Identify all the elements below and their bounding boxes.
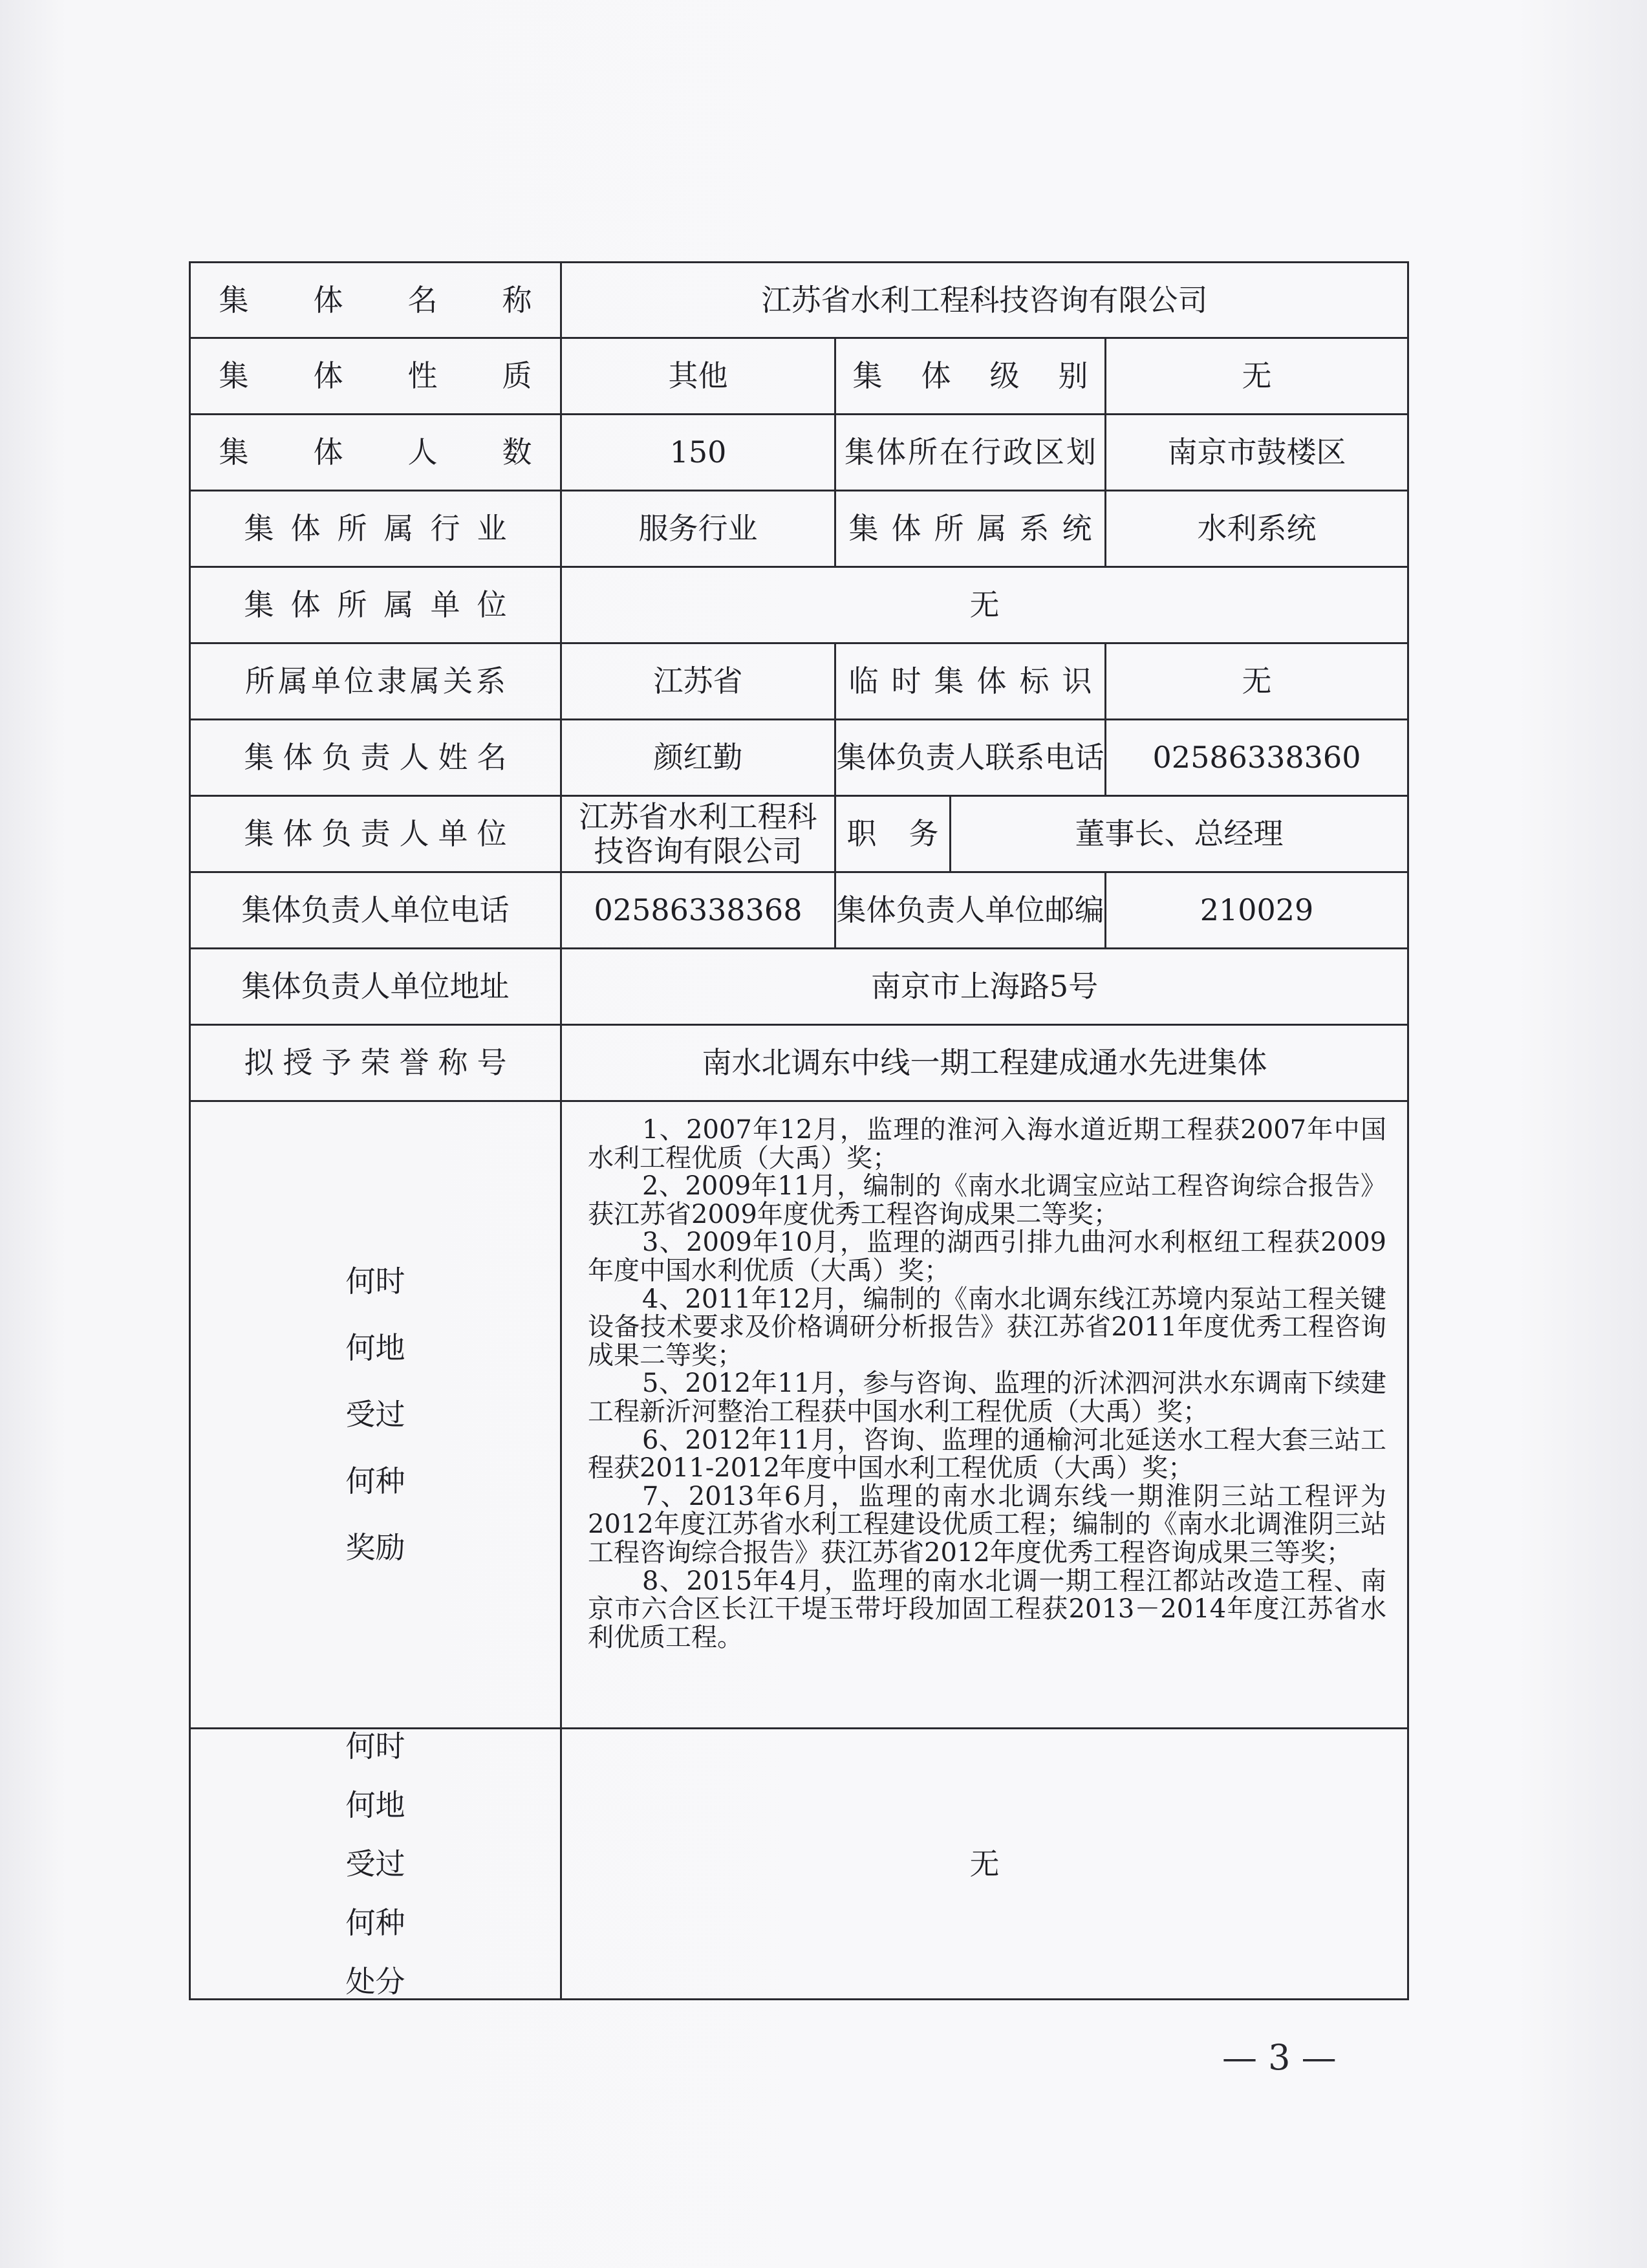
collective-name-value: 江苏省水利工程科技咨询有限公司 (561, 263, 1408, 338)
award-item: 8、2015年4月，监理的南水北调一期工程江都站改造工程、南京市六合区长江干堤玉带圩段加固工程获2013－2014年度江苏省水利优质工程。 (588, 1566, 1386, 1652)
nature-label: 集体性质 (219, 358, 597, 394)
award-item: 7、2013年6月，监理的南水北调东线一期淮阴三站工程评为2012年度江苏省水利工程建设优质工程；编制的《南水北调淮阴三站工程咨询综合报告》获江苏省2012年度优秀工程咨询成果三等奖； (588, 1481, 1386, 1568)
penalty-label-line: 何时 (345, 1729, 405, 1764)
headcount-label-cell (190, 415, 597, 491)
district-value: 南京市鼓楼区 (1106, 415, 1408, 491)
leader-phone-label-cell (835, 720, 1106, 796)
district-label-cell (835, 415, 1106, 491)
system-label: 集体所属系统 (848, 511, 1105, 546)
awards-label-line: 何时 (345, 1264, 405, 1299)
unit-address-value: 南京市上海路5号 (561, 949, 1408, 1025)
award-item: 5、2012年11月，参与咨询、监理的沂沭泗河洪水东调南下续建工程新沂河整治工程获中国水利工程优质（大禹）奖； (588, 1368, 1386, 1427)
leader-unit-label: 集体负责人单位 (244, 816, 516, 852)
affiliation-label: 所属单位隶属关系 (245, 664, 509, 699)
page-number: — 3 — (1222, 2037, 1337, 2078)
penalty-label-line: 何种 (345, 1905, 405, 1940)
row-honor (190, 1025, 1408, 1101)
leader-name-label: 集体负责人姓名 (244, 740, 516, 775)
headcount-value: 150 (561, 415, 835, 491)
system-value: 水利系统 (1106, 491, 1408, 567)
honor-label: 拟授予荣誉称号 (244, 1045, 516, 1081)
awards-label-line: 何种 (345, 1463, 405, 1498)
level-value: 无 (1106, 338, 1408, 415)
award-item: 4、2011年12月，编制的《南水北调东线江苏境内泵站工程关键设备技术要求及价格调研分析报告》获江苏省2011年度优秀工程咨询成果二等奖； (588, 1284, 1386, 1370)
unit-address-label: 集体负责人单位地址 (241, 969, 510, 1004)
award-item: 3、2009年10月，监理的湖西引排九曲河水利枢纽工程获2009年度中国水利优质（大禹）奖； (588, 1227, 1386, 1286)
position-label-cell (835, 796, 971, 872)
honor-value: 南水北调东中线一期工程建成通水先进集体 (561, 1025, 1408, 1101)
awards-label-line: 受过 (345, 1397, 405, 1432)
row-awards (190, 1101, 1408, 1729)
parent-unit-value: 无 (561, 567, 1408, 643)
leader-name-label-cell (190, 720, 561, 796)
collective-name-label: 集体名称 (219, 282, 597, 318)
leader-name-value: 颜红勤 (561, 720, 835, 796)
affiliation-label-cell (190, 643, 561, 720)
temp-flag-label: 临时集体标识 (848, 664, 1105, 699)
awards-label (191, 1264, 560, 1564)
awards-list (561, 1101, 1408, 1729)
row-affiliation (190, 643, 1408, 720)
penalty-label-line: 处分 (345, 1963, 405, 1999)
leader-unit-label-cell (190, 796, 561, 872)
position-value: 董事长、总经理 (951, 796, 1408, 872)
penalty-label-cell (190, 1729, 561, 2000)
industry-label-cell (190, 491, 561, 567)
awards-label-cell (190, 1101, 561, 1729)
penalty-label-line: 受过 (345, 1846, 405, 1881)
parent-unit-label: 集体所属单位 (244, 587, 524, 623)
unit-postcode-value: 210029 (1106, 872, 1408, 949)
awards-label-line: 奖励 (345, 1529, 405, 1565)
award-item: 2、2009年11月，编制的《南水北调宝应站工程咨询综合报告》获江苏省2009年度优秀工程咨询成果二等奖； (588, 1171, 1386, 1229)
leader-phone-label: 集体负责人联系电话 (836, 740, 1104, 775)
penalty-label-line: 何地 (345, 1787, 405, 1822)
row-industry (190, 491, 1408, 567)
system-label-cell (835, 491, 1106, 567)
collective-info-form (189, 261, 1409, 2000)
row-unit-phone (190, 872, 1408, 949)
position-label: 职务 (846, 816, 971, 852)
temp-flag-value: 无 (1106, 643, 1408, 720)
penalty-label (191, 1729, 560, 1998)
unit-phone-label: 集体负责人单位电话 (241, 892, 510, 928)
unit-postcode-label: 集体负责人单位邮编 (836, 892, 1104, 928)
row-leader-unit (190, 796, 1408, 872)
row-penalty (190, 1729, 1408, 2000)
leader-unit-value: 江苏省水利工程科技咨询有限公司 (561, 796, 835, 872)
collective-name-label-cell (190, 263, 597, 338)
industry-label: 集体所属行业 (244, 511, 524, 546)
row-headcount (190, 415, 1408, 491)
level-label: 集体级别 (852, 358, 1127, 394)
nature-label-cell (190, 338, 597, 415)
row-parent-unit (190, 567, 1408, 643)
honor-label-cell (190, 1025, 561, 1101)
headcount-label: 集体人数 (219, 435, 597, 470)
row-leader-name (190, 720, 1408, 796)
nature-value: 其他 (561, 338, 835, 415)
unit-phone-label-cell (190, 872, 561, 949)
award-item: 1、2007年12月，监理的淮河入海水道近期工程获2007年中国水利工程优质（大禹）奖； (588, 1115, 1386, 1173)
level-label-cell (835, 338, 1127, 415)
temp-flag-label-cell (835, 643, 1106, 720)
unit-phone-value: 02586338368 (561, 872, 835, 949)
leader-phone-value: 02586338360 (1106, 720, 1408, 796)
industry-value: 服务行业 (561, 491, 835, 567)
penalty-value: 无 (561, 1729, 1408, 2000)
award-item: 6、2012年11月，咨询、监理的通榆河北延送水工程大套三站工程获2011-2012年度中国水利工程优质（大禹）奖； (588, 1425, 1386, 1484)
district-label: 集体所在行政区划 (845, 435, 1098, 470)
unit-postcode-label-cell (835, 872, 1106, 949)
parent-unit-label-cell (190, 567, 561, 643)
unit-address-label-cell (190, 949, 561, 1025)
row-collective-name (190, 263, 1408, 338)
awards-label-line: 何地 (345, 1330, 405, 1366)
row-nature (190, 338, 1408, 415)
affiliation-value: 江苏省 (561, 643, 835, 720)
row-unit-address (190, 949, 1408, 1025)
